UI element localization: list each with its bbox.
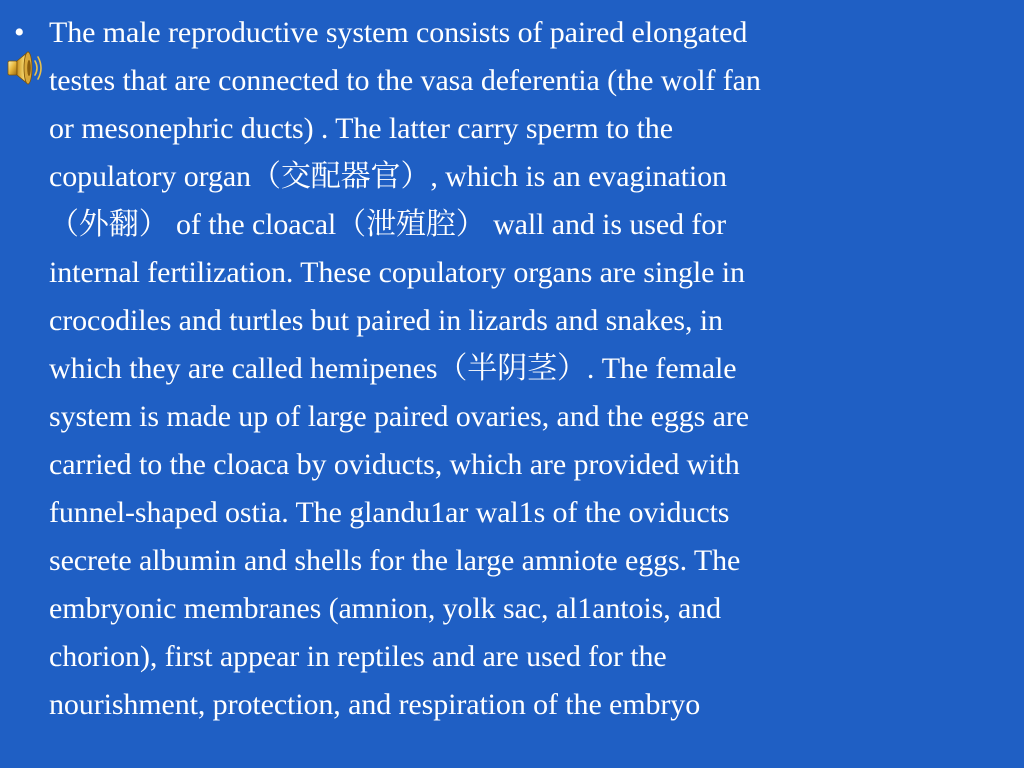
text-line: embryonic membranes (amnion, yolk sac, al1antois, and [49,592,722,625]
text-line: which they are called hemipenes（半阴茎）. The female [49,352,737,385]
slide-body-text [49,9,1011,729]
text-line: crocodiles and turtles but paired in lizards and snakes, in [49,304,723,337]
text-line: system is made up of large paired ovaries, and the eggs are [49,400,749,433]
text-line: nourishment, protection, and respiration of the embryo [49,688,701,721]
bullet-marker: • [14,16,25,49]
text-line: copulatory organ（交配器官）, which is an evagination [49,160,727,193]
text-line: or mesonephric ducts) . The latter carry sperm to the [49,112,673,145]
text-line: （外翻） of the cloacal（泄殖腔） wall and is used for [49,208,727,241]
text-line: secrete albumin and shells for the large amniote eggs. The [49,544,741,577]
text-line: funnel-shaped ostia. The glandu1ar wal1s of the oviducts [49,496,730,529]
text-line: carried to the cloaca by oviducts, which are provided with [49,448,740,481]
speaker-icon[interactable] [2,46,46,90]
text-line: chorion), first appear in reptiles and are used for the [49,640,667,673]
text-line: internal fertilization. These copulatory organs are single in [49,256,745,289]
text-line: The male reproductive system consists of paired elongated [49,16,748,49]
text-line: testes that are connected to the vasa deferentia (the wolf fan [49,64,761,97]
